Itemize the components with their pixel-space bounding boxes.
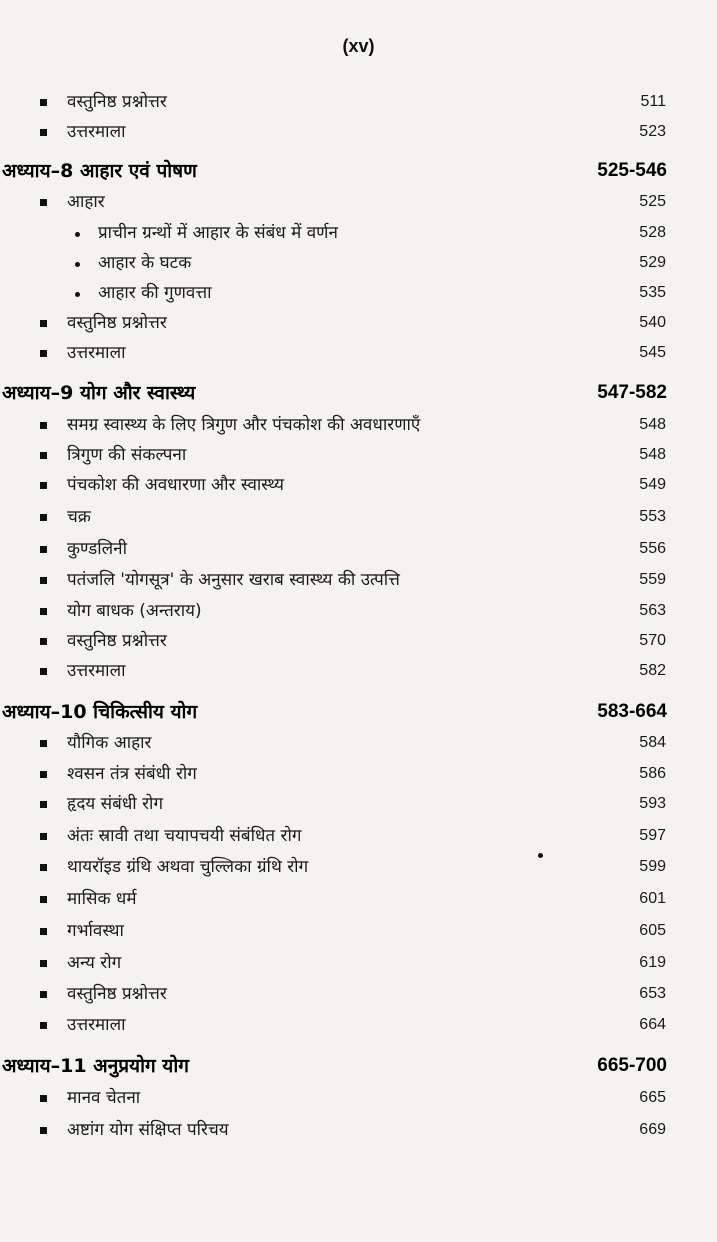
entry-page-number: 570 bbox=[639, 632, 666, 649]
toc-item bbox=[0, 657, 717, 687]
entry-title: उत्तरमाला bbox=[67, 343, 126, 363]
entry-title: त्रिगुण की संकल्पना bbox=[67, 445, 187, 465]
toc-item bbox=[0, 339, 717, 369]
toc-item bbox=[0, 309, 717, 339]
entry-title: समग्र स्वास्थ्य के लिए त्रिगुण और पंचकोश की अवधारणाएँ bbox=[67, 415, 421, 435]
entry-title: वस्तुनिष्ठ प्रश्नोत्तर bbox=[67, 631, 167, 651]
square-bullet-icon bbox=[40, 960, 47, 967]
square-bullet-icon bbox=[40, 608, 47, 615]
entry-title: यौगिक आहार bbox=[67, 733, 152, 753]
entry-page-number: 553 bbox=[639, 508, 666, 525]
entry-page-number: 535 bbox=[639, 284, 666, 301]
chapter-title: अध्याय–10 चिकित्सीय योग bbox=[2, 701, 198, 723]
entry-page-number: 593 bbox=[639, 795, 666, 812]
square-bullet-icon bbox=[40, 422, 47, 429]
square-bullet-icon bbox=[40, 514, 47, 521]
entry-title: पतंजलि 'योगसूत्र' के अनुसार खराब स्वास्थ्य की उत्पत्ति bbox=[67, 570, 400, 590]
entry-page-number: 664 bbox=[639, 1016, 666, 1033]
toc-item bbox=[0, 917, 717, 947]
toc-subitem bbox=[0, 219, 717, 249]
toc-item bbox=[0, 188, 717, 218]
toc-item bbox=[0, 535, 717, 565]
square-bullet-icon bbox=[40, 833, 47, 840]
toc-item bbox=[0, 441, 717, 471]
chapter-heading bbox=[0, 1051, 717, 1081]
dot-bullet-icon bbox=[75, 232, 80, 237]
square-bullet-icon bbox=[40, 668, 47, 675]
toc-item bbox=[0, 885, 717, 915]
entry-title: प्राचीन ग्रन्थों में आहार के संबंध में वर्णन bbox=[98, 223, 338, 243]
entry-title: वस्तुनिष्ठ प्रश्नोत्तर bbox=[67, 984, 167, 1004]
chapter-page-range: 547-582 bbox=[597, 382, 667, 403]
entry-page-number: 665 bbox=[639, 1089, 666, 1106]
chapter-page-range: 665-700 bbox=[597, 1055, 667, 1076]
entry-page-number: 548 bbox=[639, 416, 666, 433]
square-bullet-icon bbox=[40, 199, 47, 206]
entry-page-number: 529 bbox=[639, 254, 666, 271]
toc-item bbox=[0, 822, 717, 852]
entry-page-number: 599 bbox=[639, 858, 666, 875]
square-bullet-icon bbox=[40, 928, 47, 935]
entry-title: मासिक धर्म bbox=[67, 889, 137, 909]
square-bullet-icon bbox=[40, 1127, 47, 1134]
entry-title: अन्य रोग bbox=[67, 953, 122, 973]
entry-title: वस्तुनिष्ठ प्रश्नोत्तर bbox=[67, 313, 167, 333]
entry-page-number: 582 bbox=[639, 662, 666, 679]
entry-title: उत्तरमाला bbox=[67, 1015, 126, 1035]
entry-title: अंतः स्रावी तथा चयापचयी संबंधित रोग bbox=[67, 826, 302, 846]
square-bullet-icon bbox=[40, 99, 47, 106]
entry-page-number: 653 bbox=[639, 985, 666, 1002]
toc-item bbox=[0, 118, 717, 148]
square-bullet-icon bbox=[40, 452, 47, 459]
entry-page-number: 586 bbox=[639, 765, 666, 782]
entry-title: आहार bbox=[67, 192, 105, 212]
entry-title: आहार के घटक bbox=[98, 253, 192, 273]
toc-item bbox=[0, 1011, 717, 1041]
entry-title: मानव चेतना bbox=[67, 1088, 141, 1108]
entry-title: पंचकोश की अवधारणा और स्वास्थ्य bbox=[67, 475, 284, 495]
toc-item bbox=[0, 1116, 717, 1146]
square-bullet-icon bbox=[40, 546, 47, 553]
entry-title: हृदय संबंधी रोग bbox=[67, 794, 164, 814]
entry-page-number: 556 bbox=[639, 540, 666, 557]
square-bullet-icon bbox=[40, 740, 47, 747]
entry-title: आहार की गुणवत्ता bbox=[98, 283, 212, 303]
toc-item bbox=[0, 627, 717, 657]
square-bullet-icon bbox=[40, 991, 47, 998]
entry-page-number: 549 bbox=[639, 476, 666, 493]
entry-title: उत्तरमाला bbox=[67, 661, 126, 681]
entry-page-number: 545 bbox=[639, 344, 666, 361]
square-bullet-icon bbox=[40, 1095, 47, 1102]
square-bullet-icon bbox=[40, 482, 47, 489]
entry-title: अष्टांग योग संक्षिप्त परिचय bbox=[67, 1120, 229, 1140]
toc-item bbox=[0, 566, 717, 596]
entry-page-number: 605 bbox=[639, 922, 666, 939]
entry-page-number: 559 bbox=[639, 571, 666, 588]
square-bullet-icon bbox=[40, 896, 47, 903]
entry-page-number: 601 bbox=[639, 890, 666, 907]
entry-title: श्वसन तंत्र संबंधी रोग bbox=[67, 764, 197, 784]
toc-item bbox=[0, 597, 717, 627]
entry-page-number: 563 bbox=[639, 602, 666, 619]
entry-title: थायरॉइड ग्रंथि अथवा चुल्लिका ग्रंथि रोग bbox=[67, 857, 309, 877]
toc-item bbox=[0, 471, 717, 501]
chapter-page-range: 525-546 bbox=[597, 160, 667, 181]
chapter-heading bbox=[0, 156, 717, 186]
entry-page-number: 597 bbox=[639, 827, 666, 844]
toc-item bbox=[0, 790, 717, 820]
entry-page-number: 619 bbox=[639, 954, 666, 971]
entry-title: उत्तरमाला bbox=[67, 122, 126, 142]
ink-speck bbox=[538, 853, 543, 858]
square-bullet-icon bbox=[40, 771, 47, 778]
toc-item bbox=[0, 88, 717, 118]
chapter-title: अध्याय–8 आहार एवं पोषण bbox=[2, 160, 197, 182]
page-number-label: (xv) bbox=[342, 36, 375, 56]
entry-page-number: 511 bbox=[640, 93, 666, 110]
toc-item bbox=[0, 853, 717, 883]
entry-page-number: 584 bbox=[639, 734, 666, 751]
entry-title: कुण्डलिनी bbox=[67, 539, 127, 559]
toc-item bbox=[0, 760, 717, 790]
entry-page-number: 525 bbox=[639, 193, 666, 210]
square-bullet-icon bbox=[40, 320, 47, 327]
chapter-heading bbox=[0, 697, 717, 727]
chapter-heading bbox=[0, 378, 717, 408]
entry-title: चक्र bbox=[67, 507, 91, 527]
chapter-title: अध्याय–9 योग और स्वास्थ्य bbox=[2, 382, 196, 404]
entry-page-number: 548 bbox=[639, 446, 666, 463]
toc-subitem bbox=[0, 279, 717, 309]
square-bullet-icon bbox=[40, 129, 47, 136]
toc-item bbox=[0, 411, 717, 441]
square-bullet-icon bbox=[40, 350, 47, 357]
toc-item bbox=[0, 949, 717, 979]
square-bullet-icon bbox=[40, 577, 47, 584]
entry-page-number: 540 bbox=[639, 314, 666, 331]
square-bullet-icon bbox=[40, 801, 47, 808]
dot-bullet-icon bbox=[75, 262, 80, 267]
chapter-page-range: 583-664 bbox=[597, 701, 667, 722]
entry-page-number: 669 bbox=[639, 1121, 666, 1138]
entry-title: योग बाधक (अन्तराय) bbox=[67, 601, 202, 621]
toc-item bbox=[0, 980, 717, 1010]
toc-item bbox=[0, 503, 717, 533]
chapter-title: अध्याय–11 अनुप्रयोग योग bbox=[2, 1055, 189, 1077]
entry-page-number: 523 bbox=[639, 123, 666, 140]
square-bullet-icon bbox=[40, 864, 47, 871]
entry-page-number: 528 bbox=[639, 224, 666, 241]
toc-subitem bbox=[0, 249, 717, 279]
toc-item bbox=[0, 1084, 717, 1114]
entry-title: वस्तुनिष्ठ प्रश्नोत्तर bbox=[67, 92, 167, 112]
square-bullet-icon bbox=[40, 1022, 47, 1029]
dot-bullet-icon bbox=[75, 292, 80, 297]
toc-item bbox=[0, 729, 717, 759]
entry-title: गर्भावस्था bbox=[67, 921, 124, 941]
square-bullet-icon bbox=[40, 638, 47, 645]
